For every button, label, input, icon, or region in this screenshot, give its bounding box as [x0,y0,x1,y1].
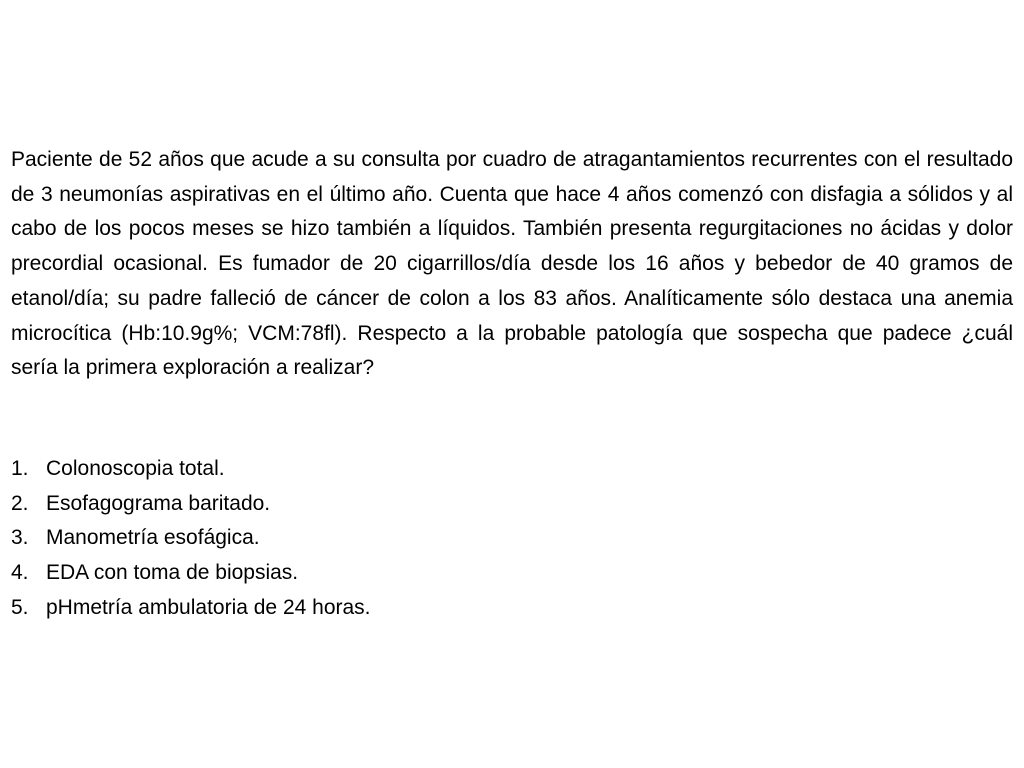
answer-option-1 [11,452,1013,487]
option-number: 3. [11,526,29,550]
question-text: Paciente de 52 años que acude a su consulta por cuadro de atragantamientos recurrentes con el resultado de 3 neumonías aspirativas en el último año. Cuenta que hace 4 años comenzó con disfagia a sólidos y al cabo de los pocos meses se hizo también a líquidos. También presenta regurgitaciones no ácidas y dolor precordial ocasional. Es fumador de 20 cigarrillos/día desde los 16 años y bebedor de 40 gramos de etanol/día; su padre falleció de cáncer de colon a los 83 años. Analíticamente sólo destaca una anemia microcítica (Hb:10.9g%; VCM:78fl). Respecto a la probable patología que sospecha que padece ¿cuál sería la primera exploración a realizar? [11,148,1013,380]
option-number: 2. [11,491,29,515]
option-number: 5. [11,595,29,619]
answer-option-2 [11,487,1013,522]
answer-option-3 [11,521,1013,556]
option-text: EDA con toma de biopsias. [46,561,299,585]
option-number: 1. [11,457,29,480]
answer-option-4 [11,556,1013,591]
option-text: Manometría esofágica. [46,526,260,550]
option-text: Colonoscopia total. [46,457,225,480]
answer-options-list [11,452,1013,626]
option-text: pHmetría ambulatoria de 24 horas. [46,595,371,619]
answer-option-5 [11,591,1013,626]
option-text: Esofagograma baritado. [46,491,271,515]
option-number: 4. [11,561,29,585]
